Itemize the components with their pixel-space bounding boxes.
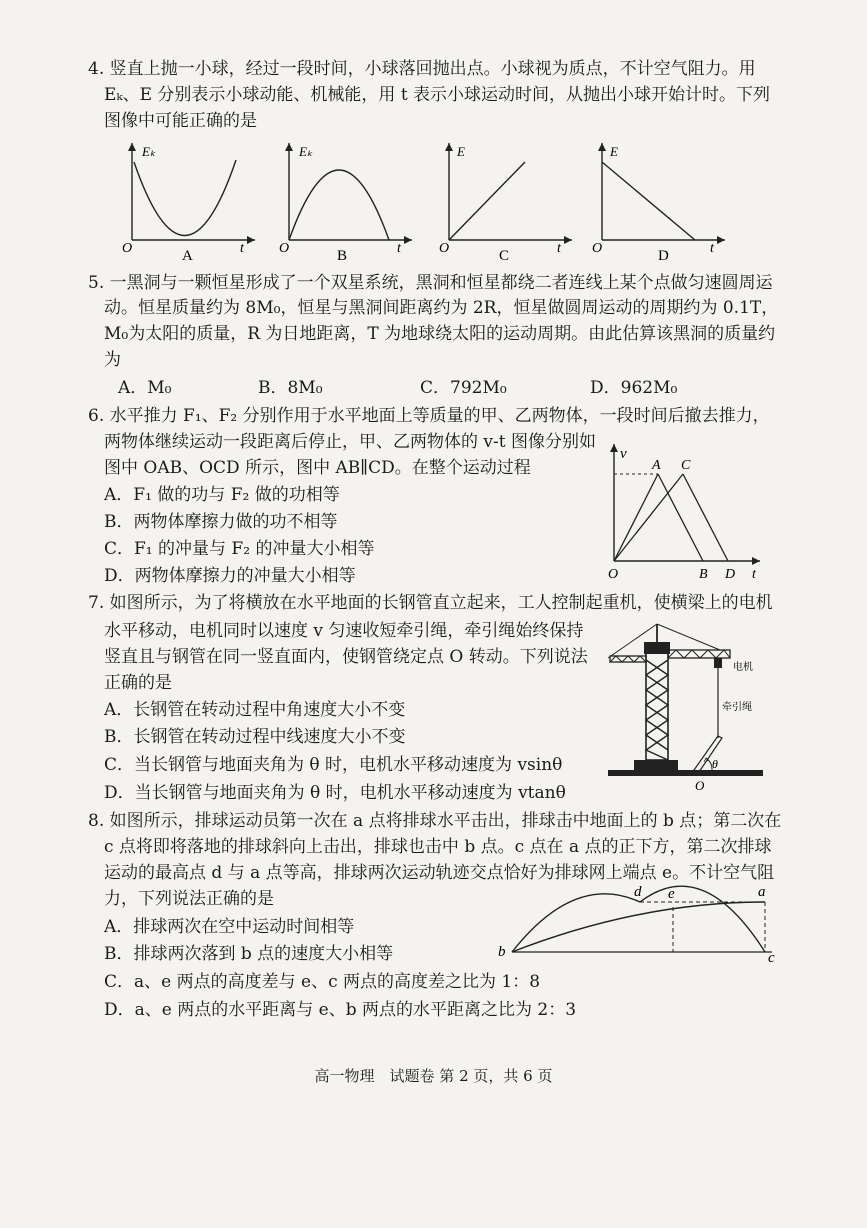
q7-line3: 竖直且与钢管在同一竖直面内，使钢管绕定点 O 转动。下列说法: [104, 647, 588, 667]
q4-graph-b-origin: O: [279, 241, 290, 256]
q5-option-c: C．792M₀: [420, 378, 507, 398]
q6-line3: 图中 OAB、OCD 所示，图中 AB∥CD。在整个运动过程: [104, 458, 531, 478]
q8-line4: 力，下列说法正确的是: [104, 889, 274, 909]
q4-graph-c-xlabel: t: [557, 241, 561, 256]
q7-label-rope: 牵引绳: [722, 702, 752, 713]
page-footer: 高一物理 试题卷 第 2 页，共 6 页: [314, 1067, 553, 1085]
q7-label-motor: 电机: [733, 662, 753, 673]
q6-graph-ylabel: v: [620, 446, 627, 462]
q5-line4: 为: [104, 350, 121, 370]
q4-graph-a-origin: O: [122, 241, 133, 256]
q6-graph-origin: O: [608, 567, 619, 582]
q8-trajectory-figure: [490, 882, 780, 967]
q7-label-origin: O: [695, 778, 705, 793]
q6-vt-graph: [600, 438, 770, 583]
q8-option-b: B．排球两次落到 b 点的速度大小相等: [104, 944, 394, 964]
q8-option-d: D．a、e 两点的水平距离与 e、b 两点的水平距离之比为 2：3: [104, 1000, 577, 1020]
q8-label-c: c: [768, 950, 775, 966]
q8-option-c: C．a、e 两点的高度差与 e、c 两点的高度差之比为 1：8: [104, 972, 541, 992]
q4-graph-b: [277, 140, 417, 265]
q7-label-theta: θ: [712, 757, 718, 771]
q8-line2: c 点将即将落地的排球斜向上击出，排球也击中 b 点。c 点在 a 点的正下方，第二次排球: [104, 837, 772, 857]
q6-option-c: C．F₁ 的冲量与 F₂ 的冲量大小相等: [104, 539, 375, 559]
q6-line1: 6. 水平推力 F₁、F₂ 分别作用于水平地面上等质量的甲、乙两物体，一段时间后撤去推力，: [88, 406, 770, 426]
q6-option-d: D．两物体摩擦力的冲量大小相等: [104, 566, 356, 586]
q7-option-c: C．当长钢管与地面夹角为 θ 时，电机水平移动速度为 vsinθ: [104, 755, 563, 775]
q7-line4: 正确的是: [104, 673, 172, 693]
q4-line3: 图像中可能正确的是: [104, 111, 257, 131]
q5-option-a: A．M₀: [118, 378, 172, 398]
q7-option-a: A．长钢管在转动过程中角速度大小不变: [104, 700, 406, 720]
q4-graph-a-xlabel: t: [240, 241, 244, 256]
q7-line2: 水平移动，电机同时以速度 v 匀速收短牵引绳，牵引绳始终保持: [104, 621, 584, 641]
q4-graph-a-ylabel: Eₖ: [142, 144, 156, 159]
q5-line2: 动。恒星质量约为 8M₀，恒星与黑洞间距离约为 2R，恒星做圆周运动的周期约为 0.1T，: [104, 298, 779, 318]
q4-graph-b-xlabel: t: [397, 241, 401, 256]
q4-graph-b-ylabel: Eₖ: [299, 144, 313, 159]
q8-label-e: e: [668, 886, 675, 902]
q8-label-a: a: [758, 884, 766, 900]
q8-line1: 8. 如图所示，排球运动员第一次在 a 点将排球水平击出，排球击中地面上的 b 点；第二次在: [88, 811, 782, 831]
q8-line3: 运动的最高点 d 与 a 点等高，排球两次运动轨迹交点恰好为排球网上端点 e。不计空气阻: [104, 863, 775, 883]
q6-graph-point-a: A: [652, 458, 661, 473]
q7-option-b: B．长钢管在转动过程中线速度大小不变: [104, 727, 406, 747]
q6-graph-point-d: D: [725, 567, 736, 582]
q4-graph-d-label: D: [658, 248, 669, 264]
q6-option-b: B．两物体摩擦力做的功不相等: [104, 512, 338, 532]
q4-graph-c-origin: O: [439, 241, 450, 256]
q8-label-b: b: [498, 944, 506, 960]
q7-option-d: D．当长钢管与地面夹角为 θ 时，电机水平移动速度为 vtanθ: [104, 783, 566, 803]
q4-graph-d: [590, 140, 730, 265]
q5-line1: 5. 一黑洞与一颗恒星形成了一个双星系统，黑洞和恒星都绕二者连线上某个点做匀速圆周运: [88, 273, 773, 293]
q8-option-a: A．排球两次在空中运动时间相等: [104, 917, 355, 937]
q4-graph-c: [437, 140, 577, 265]
q4-line1: 4. 竖直上抛一小球，经过一段时间，小球落回抛出点。小球视为质点，不计空气阻力。用: [88, 59, 756, 79]
q4-graph-c-ylabel: E: [457, 144, 465, 159]
q6-graph-point-c: C: [681, 458, 691, 473]
q4-graph-a-label: A: [182, 248, 193, 264]
q5-option-d: D．962M₀: [590, 378, 678, 398]
q6-graph-point-b: B: [699, 567, 708, 582]
q6-graph-xlabel: t: [752, 567, 756, 582]
q4-graph-d-origin: O: [592, 241, 603, 256]
q7-line1: 7. 如图所示，为了将横放在水平地面的长钢管直立起来，工人控制起重机，使横梁上的电机: [88, 593, 773, 613]
q5-line3: M₀为太阳的质量，R 为日地距离，T 为地球绕太阳的运动周期。由此估算该黑洞的质量约: [104, 324, 776, 344]
q4-graph-d-ylabel: E: [610, 144, 618, 159]
q8-label-d: d: [634, 884, 642, 900]
q4-graph-b-label: B: [337, 248, 348, 264]
q6-option-a: A．F₁ 做的功与 F₂ 做的功相等: [104, 485, 340, 505]
q5-option-b: B．8M₀: [258, 378, 323, 398]
q6-line2: 两物体继续运动一段距离后停止，甲、乙两物体的 v-t 图像分别如: [104, 432, 596, 452]
q7-crane-figure: [600, 620, 770, 798]
q4-graph-d-xlabel: t: [710, 241, 714, 256]
q4-graph-c-label: C: [499, 248, 510, 264]
q4-line2: Eₖ、E 分别表示小球动能、机械能，用 t 表示小球运动时间，从抛出小球开始计时。下列: [104, 85, 771, 105]
q4-graph-a: [120, 140, 260, 265]
